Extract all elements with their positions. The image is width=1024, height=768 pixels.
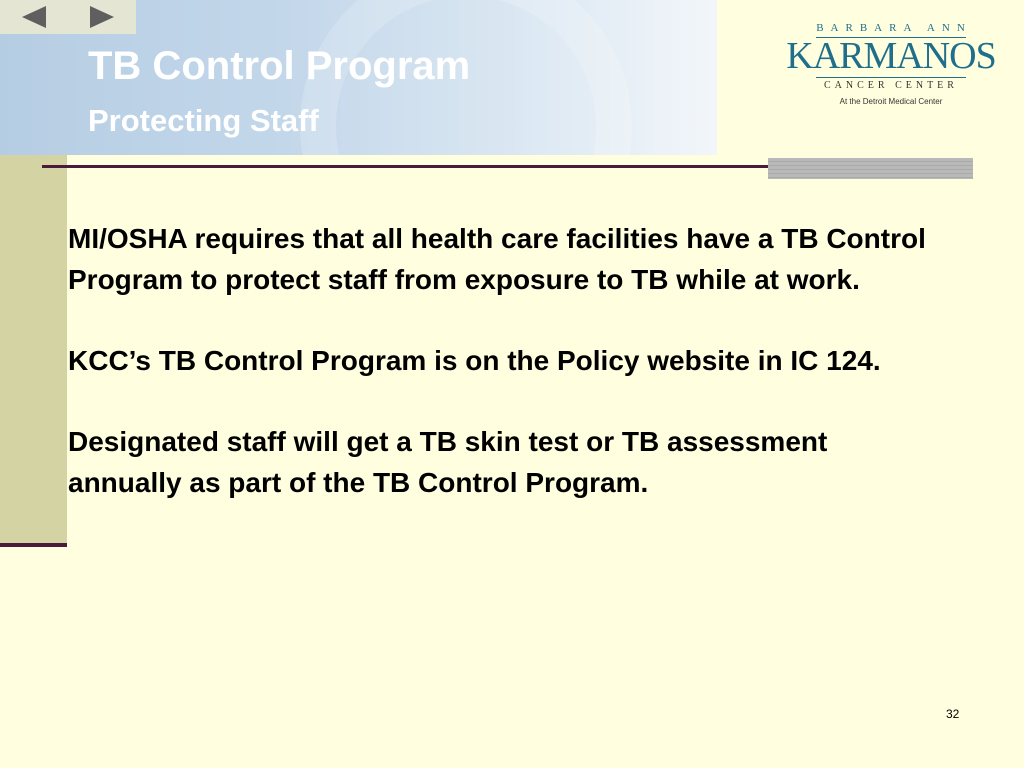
triangle-right-icon [90, 6, 114, 28]
left-decorative-bar [0, 155, 67, 545]
body-paragraph-osha: MI/OSHA requires that all health care facilities have a TB Control Program to protect staff from exposure to TB while at work. [68, 223, 926, 295]
header-accent-bar [768, 158, 973, 179]
triangle-left-icon [22, 6, 46, 28]
karmanos-logo [780, 22, 1002, 122]
slide-subtitle: Protecting Staff [88, 103, 319, 138]
logo-main-text: KARMANOS [786, 35, 996, 77]
logo-sub-text: CANCER CENTER [824, 80, 958, 91]
body-paragraph-policy: KCC’s TB Control Program is on the Policy website in IC 124. [68, 345, 881, 376]
slide-title: TB Control Program [88, 44, 471, 88]
slide-navigation [0, 0, 136, 34]
body-paragraph-skin-test: Designated staff will get a TB skin test or TB assessment annually as part of the TB Control Program. [68, 426, 828, 498]
next-slide-button[interactable] [82, 3, 122, 31]
logo-tagline: At the Detroit Medical Center [839, 97, 943, 106]
previous-slide-button[interactable] [14, 3, 54, 31]
logo-divider [816, 77, 966, 78]
slide-body [68, 218, 968, 543]
left-decorative-line [0, 543, 67, 547]
logo-top-text: BARBARA ANN [816, 22, 972, 34]
slide-number: 32 [946, 707, 960, 721]
